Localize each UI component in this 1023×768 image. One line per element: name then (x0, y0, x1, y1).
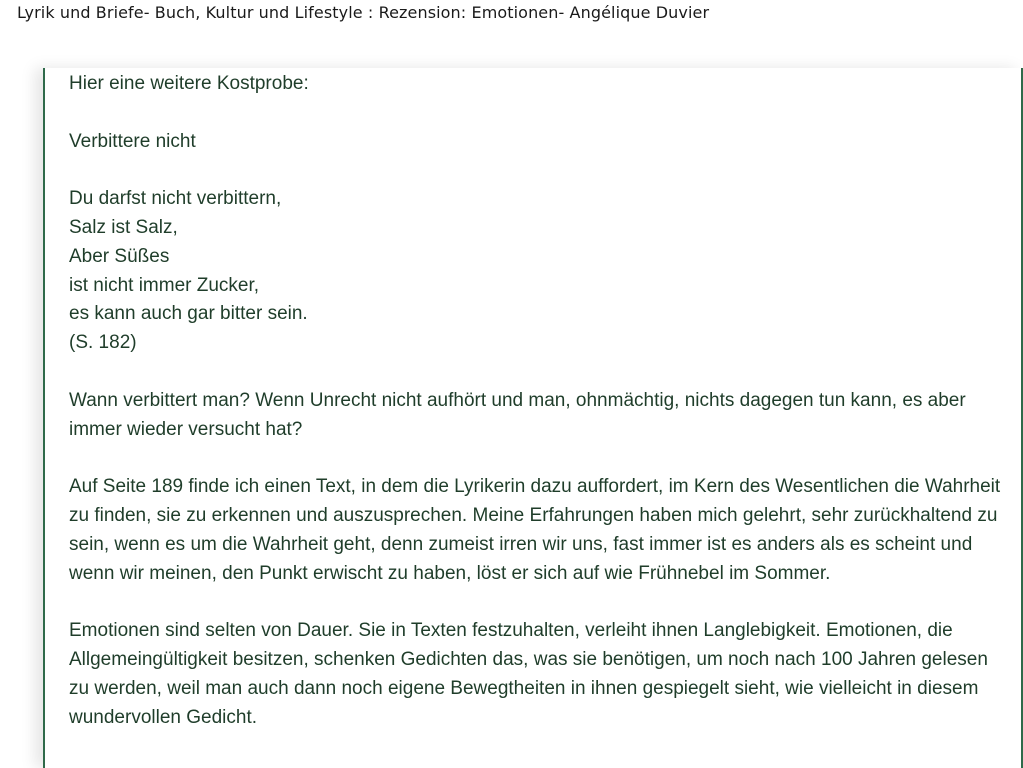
poem-line: Aber Süßes (69, 245, 170, 267)
poem-page-reference: (S. 182) (69, 332, 137, 354)
page-title: Lyrik und Briefe- Buch, Kultur und Lifestyle : Rezension: Emotionen- Angélique Duvier (17, 3, 710, 22)
intro-paragraph: Hier eine weitere Kostprobe: (69, 73, 309, 94)
poem-line: ist nicht immer Zucker, (69, 274, 260, 296)
poem (69, 185, 1009, 358)
post-body (69, 70, 1009, 761)
poem-line: Du darfst nicht verbittern, (69, 188, 282, 210)
poem-line: Salz ist Salz, (69, 216, 178, 238)
body-paragraph: Wann verbittert man? Wenn Unrecht nicht aufhört und man, ohnmächtig, nichts dagegen tun kann, es aber immer wieder versucht hat? (69, 389, 966, 440)
poem-title: Verbittere nicht (69, 130, 196, 152)
post-content-panel (43, 68, 1023, 768)
body-paragraph: Emotionen sind selten von Dauer. Sie in Texten festzuhalten, verleiht ihnen Langlebigkeit. Emotionen, die Allgemeingültigkeit besitzen, schenken Gedichten das, was sie benötigen, um noch nach 100 Jahren gelesen zu werden, weil man auch dann noch eigene Bewegtheiten in ihnen gespiegelt sieht, wie vielleicht in diesem wundervollen Gedicht. (69, 620, 988, 728)
page-title-bar (0, 0, 1023, 30)
poem-line: es kann auch gar bitter sein. (69, 303, 308, 325)
body-paragraph: Auf Seite 189 finde ich einen Text, in dem die Lyrikerin dazu auffordert, im Kern des Wesentlichen die Wahrheit zu finden, sie zu erkennen und auszusprechen. Meine Erfahrungen haben mich gelehrt, sehr zurückhaltend zu sein, wenn es um die Wahrheit geht, denn zumeist irren wir uns, fast immer ist es anders als es scheint und wenn wir meinen, den Punkt erwischt zu haben, löst er sich auf wie Frühnebel im Sommer. (69, 476, 1001, 584)
